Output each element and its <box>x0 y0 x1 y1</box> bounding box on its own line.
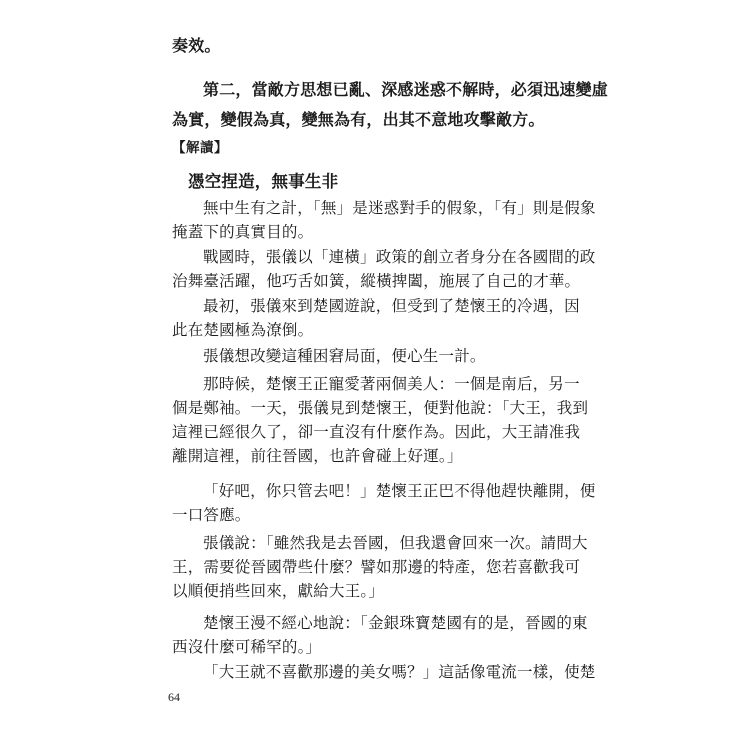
paragraph-9 <box>172 660 596 684</box>
paragraph-4 <box>172 344 576 368</box>
paragraph-line: 楚懷王漫不經心地說：「金銀珠寶楚國有的是，晉國的東 <box>203 614 588 632</box>
paragraph-line: 張儀想改變這種困窘局面，便心生一計。 <box>203 347 486 365</box>
paragraph-line: 西沒什麼可稀罕的。」 <box>172 638 322 656</box>
paragraph-2 <box>172 245 596 293</box>
second-point-block <box>172 78 609 132</box>
paragraph-line: 個是鄭袖。一天，張儀見到楚懷王，便對他說：「大王，我到 <box>172 399 589 417</box>
page-number: 64 <box>168 690 180 704</box>
paragraph-8 <box>172 611 588 659</box>
intro-tail-block <box>172 34 576 58</box>
paragraph-line: 此在楚國極為潦倒。 <box>172 321 314 339</box>
paragraph-line: 那時候，楚懷王正寵愛著兩個美人：一個是南后，另一 <box>203 375 580 393</box>
paragraph-line: 一口答應。 <box>172 506 251 524</box>
paragraph-line: 掩蓋下的真實目的。 <box>172 223 314 241</box>
paragraph-line: 離開這裡，前往晉國，也許會碰上好運。」 <box>172 447 463 465</box>
paragraph-7 <box>172 531 588 603</box>
paragraph-5 <box>172 372 589 468</box>
paragraph-line: 戰國時，張儀以「連橫」政策的創立者身分在各國間的政 <box>203 248 596 266</box>
paragraph-3 <box>172 294 580 342</box>
paragraph-line: 無中生有之計，「無」是迷惑對手的假象，「有」則是假象 <box>203 199 596 217</box>
paragraph-line: 「好吧，你只管去吧！」楚懷王正巴不得他趕快離開，便 <box>203 482 596 500</box>
paragraph-6 <box>172 479 596 527</box>
paragraph-line: 以順便捎些回來，獻給大王。」 <box>172 582 385 600</box>
intro-tail-text: 奏效。 <box>172 36 221 55</box>
paragraph-line: 王，需要從晉國帶些什麼？譬如那邊的特產，您若喜歡我可 <box>172 558 581 576</box>
analysis-label: 【解讀】 <box>172 140 228 156</box>
second-point-line-1: 第二，當敵方思想已亂、深感迷惑不解時，必須迅速變虛 <box>203 80 609 99</box>
paragraph-line: 最初，張儀來到楚國遊說，但受到了楚懷王的冷遇，因 <box>203 297 580 315</box>
section-title: 憑空捏造，無事生非 <box>188 172 339 191</box>
paragraph-line: 這裡已經很久了，卻一直沒有什麼作為。因此，大王請准我 <box>172 423 581 441</box>
paragraph-line: 張儀說：「雖然我是去晉國，但我還會回來一次。請問大 <box>203 534 588 552</box>
paragraph-line: 「大王就不喜歡那邊的美女嗎？」這話像電流一樣，使楚 <box>203 663 596 681</box>
section-title-block <box>172 170 576 194</box>
paragraph-line: 治舞臺活躍，他巧舌如簧，縱橫捭闔，施展了自己的才華。 <box>172 272 581 290</box>
analysis-label-block <box>172 136 576 160</box>
paragraph-1 <box>172 196 596 244</box>
second-point-line-2: 為實，變假為真，變無為有，出其不意地攻擊敵方。 <box>172 110 545 129</box>
